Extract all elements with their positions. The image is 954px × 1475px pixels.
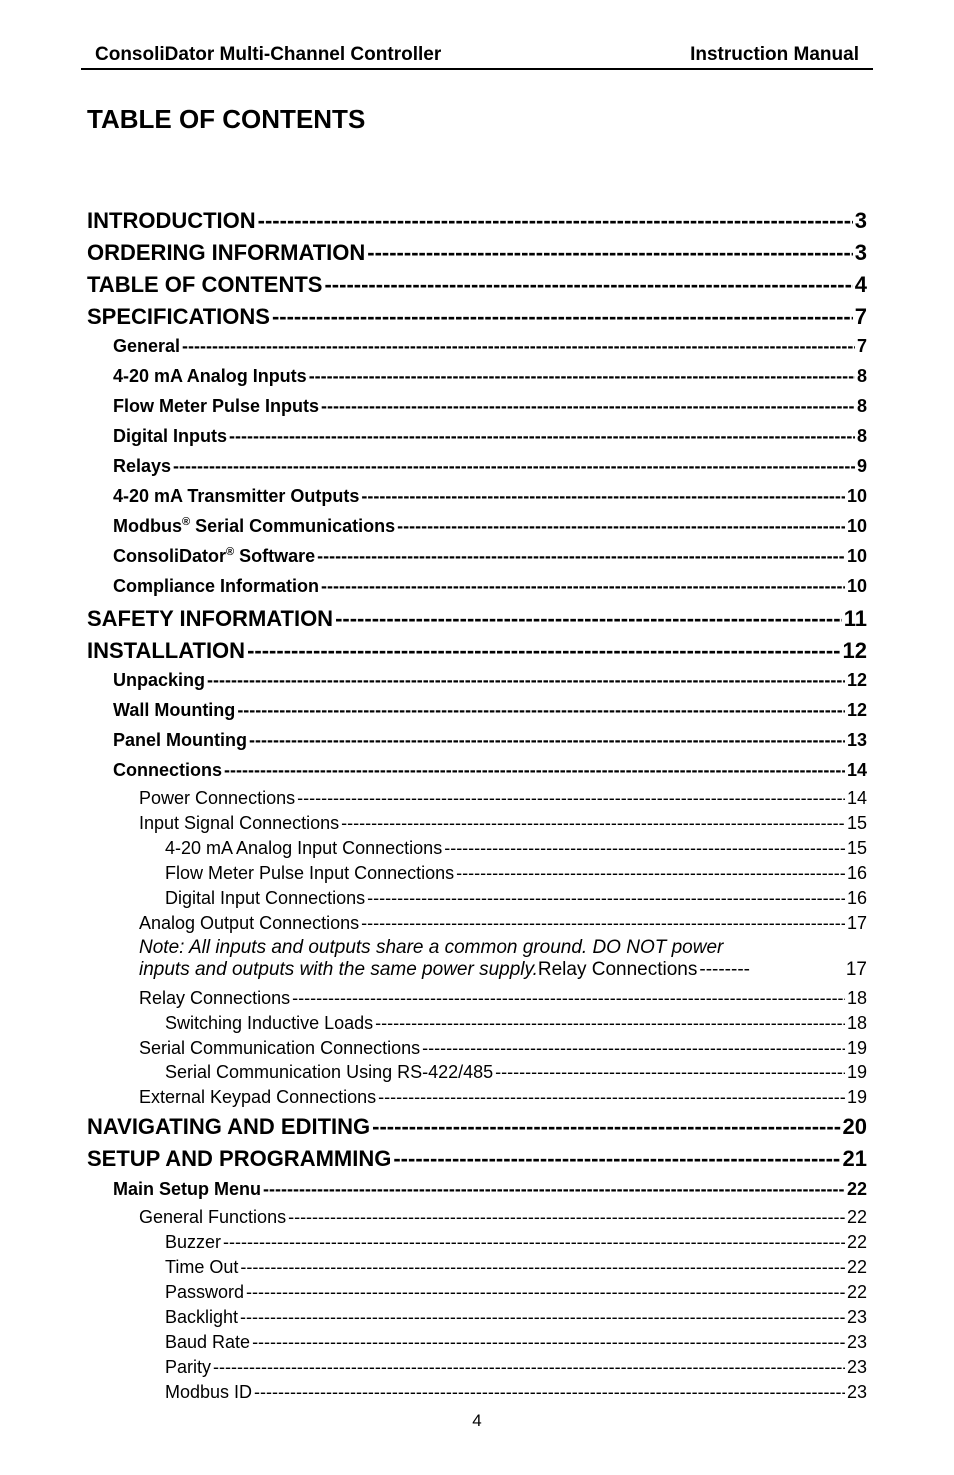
toc-leader	[252, 1332, 845, 1353]
toc-leader	[258, 208, 853, 234]
toc-entry[interactable]	[113, 1179, 867, 1207]
toc-leader	[317, 546, 845, 567]
toc-page-number: 9	[856, 456, 867, 476]
toc-entry-title: Modbus® Serial Communications	[113, 516, 396, 536]
header-manual-label: Instruction Manual	[690, 44, 859, 65]
toc-leader	[237, 700, 845, 721]
toc-entry[interactable]	[113, 760, 867, 788]
toc-leader	[240, 1257, 845, 1278]
registered-mark: ®	[182, 516, 191, 528]
toc-page-number: 18	[846, 1013, 867, 1033]
toc-leader	[254, 1382, 845, 1403]
toc-leader	[224, 760, 845, 781]
toc-entry[interactable]	[139, 1087, 867, 1111]
toc-leader	[321, 396, 855, 417]
toc-leader	[341, 813, 845, 834]
toc-entry-title: 4-20 mA Analog Inputs	[113, 366, 307, 386]
toc-page-number: 23	[846, 1307, 867, 1327]
toc-page-number: 22	[846, 1207, 867, 1227]
toc-entry-title: Digital Input Connections	[165, 888, 366, 908]
toc-entry-title: Digital Inputs	[113, 426, 227, 446]
toc-entry-title: Power Connections	[139, 788, 296, 808]
toc-entry[interactable]	[87, 606, 867, 636]
toc-leader	[393, 1146, 840, 1172]
toc-entry-title: Flow Meter Pulse Input Connections	[165, 863, 455, 883]
toc-entry-title: 4-20 mA Analog Input Connections	[165, 838, 443, 858]
toc-page-number: 19	[846, 1062, 867, 1082]
page-number: 4	[472, 1411, 482, 1430]
note-entry-page: 17	[845, 959, 867, 980]
toc-leader	[173, 456, 855, 477]
toc-page-number: 19	[846, 1087, 867, 1107]
toc-leader	[223, 1232, 845, 1253]
toc-page-number: 3	[854, 240, 867, 265]
toc-leader	[361, 913, 845, 934]
toc-entry-title: Password	[165, 1282, 245, 1302]
toc-entry-title: Analog Output Connections	[139, 913, 360, 933]
toc-entry-title: Buzzer	[165, 1232, 222, 1252]
toc-page-number: 12	[846, 700, 867, 720]
toc-entry[interactable]	[113, 396, 867, 424]
toc-page-number: 15	[846, 838, 867, 858]
toc-entry[interactable]	[165, 1013, 867, 1037]
toc-entry-title: Relay Connections	[139, 988, 291, 1008]
toc-page-number: 3	[854, 208, 867, 233]
toc-entry[interactable]	[87, 272, 867, 302]
toc-page-number: 20	[842, 1114, 867, 1139]
toc-leader	[247, 638, 840, 664]
toc-leader	[297, 788, 845, 809]
toc-leader	[229, 426, 855, 447]
toc-leader	[456, 863, 845, 884]
toc-page-number: 18	[846, 988, 867, 1008]
toc-entry-title: INSTALLATION	[87, 638, 246, 663]
toc-leader	[324, 272, 852, 298]
toc-page-number: 16	[846, 888, 867, 908]
toc-leader	[367, 240, 853, 266]
toc-page-number: 13	[846, 730, 867, 750]
toc-leader	[378, 1087, 845, 1108]
toc-entry[interactable]	[87, 304, 867, 334]
toc-entry[interactable]	[113, 670, 867, 698]
toc-page-number: 10	[846, 546, 867, 566]
toc-entry[interactable]	[87, 208, 867, 238]
toc-entry-title: Parity	[165, 1357, 212, 1377]
toc-entry[interactable]	[139, 988, 867, 1012]
toc-entry-title: SETUP AND PROGRAMMING	[87, 1146, 392, 1171]
toc-page-number: 10	[846, 486, 867, 506]
toc-leader	[292, 988, 845, 1009]
toc-entry[interactable]	[139, 788, 867, 812]
toc-leader: --------	[699, 959, 750, 980]
toc-page-number: 7	[854, 304, 867, 329]
toc-page-number: 8	[856, 426, 867, 446]
toc-page-number: 15	[846, 813, 867, 833]
toc-entry-title: External Keypad Connections	[139, 1087, 377, 1107]
toc-entry[interactable]	[113, 366, 867, 394]
toc-page-number: 10	[846, 576, 867, 596]
toc-entry[interactable]	[113, 546, 867, 574]
toc-entry[interactable]	[113, 730, 867, 758]
toc-leader	[272, 304, 853, 330]
toc-leader	[422, 1038, 845, 1059]
page-title: TABLE OF CONTENTS	[87, 104, 366, 134]
toc-page-number: 22	[846, 1257, 867, 1277]
toc-page-number: 22	[846, 1179, 867, 1199]
toc-page-number: 22	[846, 1282, 867, 1302]
toc-page-number: 17	[846, 913, 867, 933]
toc-entry[interactable]	[139, 813, 867, 837]
toc-leader	[288, 1207, 845, 1228]
toc-page-number: 23	[846, 1382, 867, 1402]
toc-page-number: 16	[846, 863, 867, 883]
toc-entry-title: Compliance Information	[113, 576, 320, 596]
toc-entry-title: Unpacking	[113, 670, 206, 690]
toc-entry[interactable]	[165, 1232, 867, 1256]
toc-page-number: 10	[846, 516, 867, 536]
toc-leader	[240, 1307, 845, 1328]
toc-entry-title: Modbus ID	[165, 1382, 253, 1402]
header-doc-title: ConsoliDator Multi-Channel Controller	[95, 44, 442, 65]
note-italic-text: inputs and outputs with the same power supply.	[139, 959, 538, 980]
toc-entry-title: Main Setup Menu	[113, 1179, 261, 1199]
note-line-1: Note: All inputs and outputs share a common ground. DO NOT power	[139, 937, 724, 958]
registered-mark: ®	[226, 546, 235, 558]
toc-entry[interactable]	[113, 576, 867, 604]
toc-entry[interactable]	[87, 1146, 867, 1176]
toc-entry[interactable]	[113, 426, 867, 454]
toc-entry[interactable]	[87, 240, 867, 270]
toc-entry-title: General	[113, 336, 181, 356]
toc-entry[interactable]	[113, 700, 867, 728]
toc-entry[interactable]	[165, 888, 867, 912]
toc-entry-title: Connections	[113, 760, 223, 780]
toc-leader	[444, 838, 845, 859]
toc-entry-title: TABLE OF CONTENTS	[87, 272, 323, 297]
toc-leader	[375, 1013, 845, 1034]
toc-entry-title: ConsoliDator® Software	[113, 546, 316, 566]
toc-entry-title: Serial Communication Using RS-422/485	[165, 1062, 494, 1082]
toc-leader	[372, 1114, 840, 1140]
toc-page-number: 12	[846, 670, 867, 690]
toc-leader	[309, 366, 855, 387]
toc-entry-title: Time Out	[165, 1257, 239, 1277]
toc-entry-title: SAFETY INFORMATION	[87, 606, 334, 631]
toc-entry-title: ORDERING INFORMATION	[87, 240, 366, 265]
toc-entry[interactable]	[113, 456, 867, 484]
toc-entry[interactable]	[165, 1332, 867, 1356]
toc-entry[interactable]	[87, 638, 867, 668]
toc-page-number: 11	[843, 606, 867, 631]
toc-entry-title: Backlight	[165, 1307, 239, 1327]
toc-leader	[495, 1062, 845, 1083]
note-entry-text: Relay Connections	[537, 959, 698, 980]
toc-leader	[246, 1282, 845, 1303]
toc-leader	[397, 516, 845, 537]
toc-entry[interactable]	[139, 1038, 867, 1062]
toc-page-number: 4	[854, 272, 867, 297]
toc-page-number: 8	[856, 396, 867, 416]
toc-page-number: 23	[846, 1332, 867, 1352]
toc-entry-title: NAVIGATING AND EDITING	[87, 1114, 371, 1139]
toc-page-number: 8	[856, 366, 867, 386]
note-line-2[interactable]	[139, 959, 867, 981]
toc-page-number: 14	[846, 788, 867, 808]
toc-entry-title: Input Signal Connections	[139, 813, 340, 833]
toc-entry[interactable]	[165, 863, 867, 887]
toc-leader	[249, 730, 845, 751]
toc-entry-title: General Functions	[139, 1207, 287, 1227]
toc-leader	[263, 1179, 845, 1200]
toc-entry-title: Serial Communication Connections	[139, 1038, 421, 1058]
toc-leader	[335, 606, 842, 632]
toc-entry-title: Relays	[113, 456, 172, 476]
toc-page-number: 21	[842, 1146, 867, 1171]
toc-entry[interactable]	[165, 1257, 867, 1281]
toc-page-number: 23	[846, 1357, 867, 1377]
toc-entry[interactable]	[139, 913, 867, 937]
toc-page-number: 19	[846, 1038, 867, 1058]
toc-entry-title: Switching Inductive Loads	[165, 1013, 374, 1033]
toc-note	[139, 937, 867, 981]
toc-page-number: 12	[842, 638, 867, 663]
toc-entry-title: Panel Mounting	[113, 730, 247, 750]
toc-entry[interactable]	[165, 1062, 867, 1086]
toc-leader	[207, 670, 845, 691]
toc-entry[interactable]	[139, 1207, 867, 1231]
toc-entry[interactable]	[113, 336, 867, 364]
toc-leader	[213, 1357, 845, 1378]
toc-entry[interactable]	[165, 1307, 867, 1331]
toc-entry[interactable]	[87, 1114, 867, 1144]
toc-leader	[182, 336, 855, 357]
toc-entry[interactable]	[165, 1357, 867, 1381]
toc-entry[interactable]	[165, 1382, 867, 1406]
toc-entry[interactable]	[165, 838, 867, 862]
toc-entry[interactable]	[113, 486, 867, 514]
toc-page-number: 14	[846, 760, 867, 780]
toc-leader	[367, 888, 845, 909]
toc-entry-title: SPECIFICATIONS	[87, 304, 270, 329]
toc-entry-title: Baud Rate	[165, 1332, 251, 1352]
toc-entry-title: Wall Mounting	[113, 700, 236, 720]
toc-leader	[321, 576, 845, 597]
toc-page-number: 22	[846, 1232, 867, 1252]
toc-entry-title: 4-20 mA Transmitter Outputs	[113, 486, 360, 506]
toc-entry[interactable]	[113, 516, 867, 544]
toc-page-number: 7	[856, 336, 867, 356]
toc-entry-title: Flow Meter Pulse Inputs	[113, 396, 320, 416]
toc-entry[interactable]	[165, 1282, 867, 1306]
toc-entry-title: INTRODUCTION	[87, 208, 256, 233]
toc-leader	[361, 486, 845, 507]
